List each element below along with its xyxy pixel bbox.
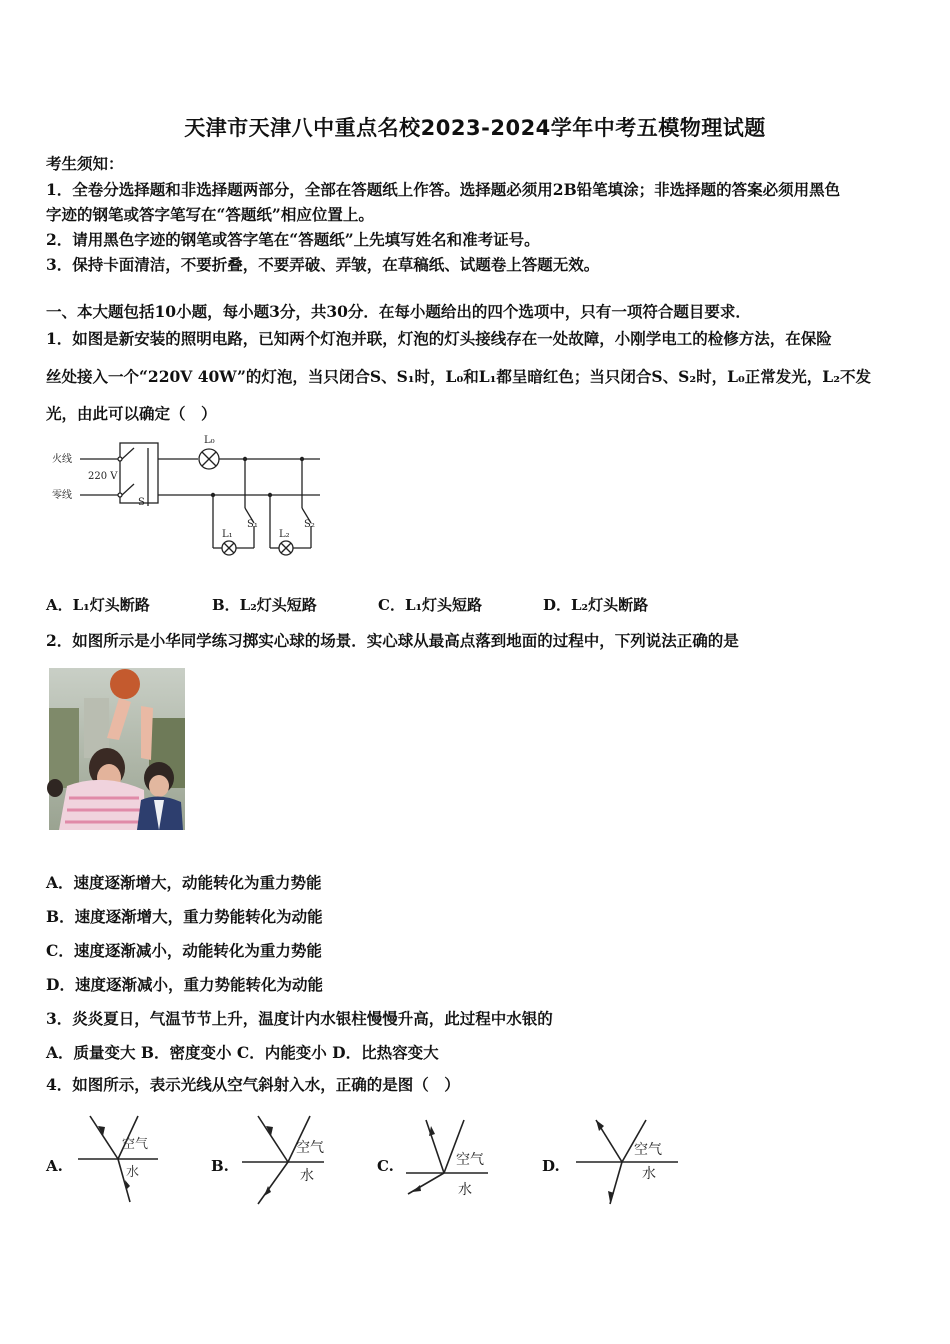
q4-diagram-d: [572, 1112, 692, 1207]
notice-line-1: 1．全卷分选择题和非选择题两部分，全部在答题纸上作答。选择题必须用2B铅笔填涂；非选择题的答案必须用黑色: [46, 180, 841, 199]
page-title: 天津市天津八中重点名校2023-2024学年中考五模物理试题: [184, 116, 766, 140]
notice-line-1-cont: 字迹的钢笔或答字笔写在“答题纸”相应位置上。: [46, 205, 374, 224]
circuit-lamp1-label: L₁: [222, 529, 233, 540]
q4-d-water-label: 水: [642, 1166, 656, 1182]
circuit-lamp0-label: L₀: [204, 435, 215, 446]
q4-a-air-label: 空气: [122, 1137, 149, 1152]
q4-option-b-label: B.: [211, 1157, 229, 1175]
q3-options: A．质量变大 B．密度变小 C．内能变小 D．比热容变大: [46, 1043, 439, 1062]
circuit-live-label: 火线: [52, 454, 72, 465]
q1-option-d: D．L₂灯头断路: [543, 596, 649, 614]
q2-option-a: A．速度逐渐增大，动能转化为重力势能: [46, 873, 322, 892]
q1-circuit-diagram: [48, 428, 348, 568]
q2-option-b: B．速度逐渐增大，重力势能转化为动能: [46, 907, 323, 926]
q1-stem-line-1: 1．如图是新安装的照明电路，已知两个灯泡并联，灯泡的灯头接线存在一处故障，小刚学电工的检修方法，在保险: [46, 329, 832, 348]
q4-b-water-label: 水: [300, 1168, 314, 1184]
q4-a-water-label: 水: [126, 1165, 140, 1180]
q2-stem: 2．如图所示是小华同学练习掷实心球的场景．实心球从最高点落到地面的过程中，下列说法正确的是: [46, 631, 739, 650]
circuit-lamp2-label: L₂: [279, 529, 290, 540]
q1-stem-line-2: 丝处接入一个“220V 40W”的灯泡，当只闭合S、S₁时，L₀和L₁都呈暗红色；当只闭合S、S₂时，L₀正常发光，L₂不发: [46, 367, 871, 386]
q4-c-air-label: 空气: [456, 1152, 484, 1168]
q4-diagram-b: [238, 1112, 348, 1207]
circuit-switch2-label: S₂: [304, 519, 315, 530]
q4-option-a-label: A.: [46, 1157, 63, 1175]
q1-stem-line-3: 光，由此可以确定（ ）: [46, 404, 217, 423]
q1-option-c: C．L₁灯头短路: [378, 596, 483, 614]
notice-heading: 考生须知：: [46, 154, 124, 173]
circuit-switch-s-label: S: [138, 497, 145, 508]
notice-line-2: 2．请用黑色字迹的钢笔或答字笔在“答题纸”上先填写姓名和准考证号。: [46, 230, 540, 249]
q1-option-a: A．L₁灯头断路: [46, 596, 150, 614]
q3-stem: 3．炎炎夏日，气温节节上升，温度计内水银柱慢慢升高，此过程中水银的: [46, 1009, 553, 1028]
q4-option-c-label: C.: [377, 1157, 394, 1175]
circuit-neutral-label: 零线: [52, 490, 72, 501]
q4-stem: 4．如图所示，表示光线从空气斜射入水，正确的是图（ ）: [46, 1075, 460, 1094]
q2-option-c: C．速度逐渐减小，动能转化为重力势能: [46, 941, 322, 960]
q2-option-d: D．速度逐渐减小，重力势能转化为动能: [46, 975, 323, 994]
q4-diagram-a: [76, 1112, 176, 1207]
q2-photo: [49, 668, 185, 830]
circuit-voltage-label: 220 V: [88, 471, 118, 482]
q4-option-d-label: D.: [542, 1157, 560, 1175]
q1-option-b: B．L₂灯头短路: [212, 596, 317, 614]
q4-c-water-label: 水: [458, 1182, 472, 1198]
section-heading: 一、本大题包括10小题，每小题3分，共30分．在每小题给出的四个选项中，只有一项符合题目要求．: [46, 302, 751, 321]
circuit-switch1-label: S₁: [247, 519, 258, 530]
q4-d-air-label: 空气: [634, 1142, 662, 1158]
notice-line-3: 3．保持卡面清洁，不要折叠，不要弄破、弄皱，在草稿纸、试题卷上答题无效。: [46, 255, 600, 274]
q4-diagram-c: [404, 1112, 514, 1207]
q4-b-air-label: 空气: [296, 1140, 324, 1156]
